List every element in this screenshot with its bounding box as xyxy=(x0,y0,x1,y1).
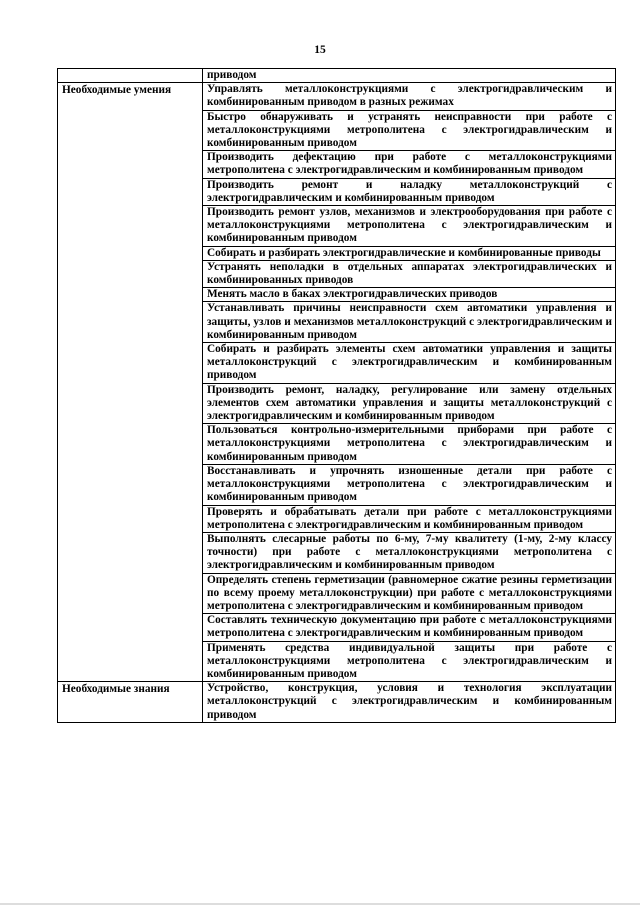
row-text: Выполнять слесарные работы по 6-му, 7-му квалитету (1-му, 2-му классу точности) при работе с металлоконструкциями метрополитена с электрогидравлическим и комбинированным приводом xyxy=(203,532,616,573)
row-text: Быстро обнаруживать и устранять неисправности при работе с металлоконструкциями метрополитена с электрогидравлическим и комбинированным приводом xyxy=(203,110,616,151)
section-label-skills: Необходимые умения xyxy=(58,83,203,682)
row-text: Составлять техническую документацию при работе с металлоконструкциями метрополитена с электрогидравлическим и комбинированным приводом xyxy=(203,614,616,641)
row-text: Производить ремонт и наладку металлоконструкций с электрогидравлическим и комбинированным приводом xyxy=(203,178,616,205)
row-text: Производить дефектацию при работе с металлоконструкциями метрополитена с электрогидравлическим и комбинированным приводом xyxy=(203,151,616,178)
row-text: Устранять неполадки в отдельных аппаратах электрогидравлических и комбинированных приводов xyxy=(203,260,616,287)
row-text: Менять масло в баках электрогидравлических приводов xyxy=(203,288,616,302)
row-text: Восстанавливать и упрочнять изношенные детали при работе с металлоконструкциями метрополитена с электрогидравлическим и комбинированным приводом xyxy=(203,464,616,505)
page-number: 15 xyxy=(314,44,326,56)
section-label-knowledge: Необходимые знания xyxy=(58,682,203,723)
row-label xyxy=(58,69,203,83)
row-text: Управлять металлоконструкциями с электрогидравлическим и комбинированным приводом в разных режимах xyxy=(203,83,616,110)
requirements-table xyxy=(57,68,616,723)
table-row xyxy=(58,69,616,83)
row-text: приводом xyxy=(203,69,616,83)
row-text: Применять средства индивидуальной защиты при работе с металлоконструкциями метрополитена с электрогидравлическим и комбинированным приводом xyxy=(203,641,616,682)
row-text: Устанавливать причины неисправности схем автоматики управления и защиты, узлов и механизмов металлоконструкций с электрогидравлическим и комбинированным приводом xyxy=(203,302,616,343)
table-row xyxy=(58,682,616,723)
row-text: Проверять и обрабатывать детали при работе с металлоконструкциями метрополитена с электрогидравлическим и комбинированным приводом xyxy=(203,505,616,532)
row-text: Собирать и разбирать электрогидравлические и комбинированные приводы xyxy=(203,246,616,260)
row-text: Собирать и разбирать элементы схем автоматики управления и защиты металлоконструкций с электрогидравлическим и комбинированным приводом xyxy=(203,343,616,384)
row-text: Устройство, конструкция, условия и технология эксплуатации металлоконструкций с электрогидравлическим и комбинированным приводом xyxy=(203,682,616,723)
row-text: Определять степень герметизации (равномерное сжатие резины герметизации по всему проему металлоконструкции) при работе с металлоконструкциями метрополитена с электрогидравлическим и комбинированным приводом xyxy=(203,573,616,614)
table-row xyxy=(58,83,616,110)
row-text: Производить ремонт, наладку, регулирование или замену отдельных элементов схем автоматики управления и защиты металлоконструкций с электрогидравлическим и комбинированным приводом xyxy=(203,383,616,424)
row-text: Производить ремонт узлов, механизмов и электрооборудования при работе с металлоконструкциями метрополитена с электрогидравлическим и комбинированным приводом xyxy=(203,206,616,247)
row-text: Пользоваться контрольно-измерительными приборами при работе с металлоконструкциями метрополитена с электрогидравлическим и комбинированным приводом xyxy=(203,424,616,465)
